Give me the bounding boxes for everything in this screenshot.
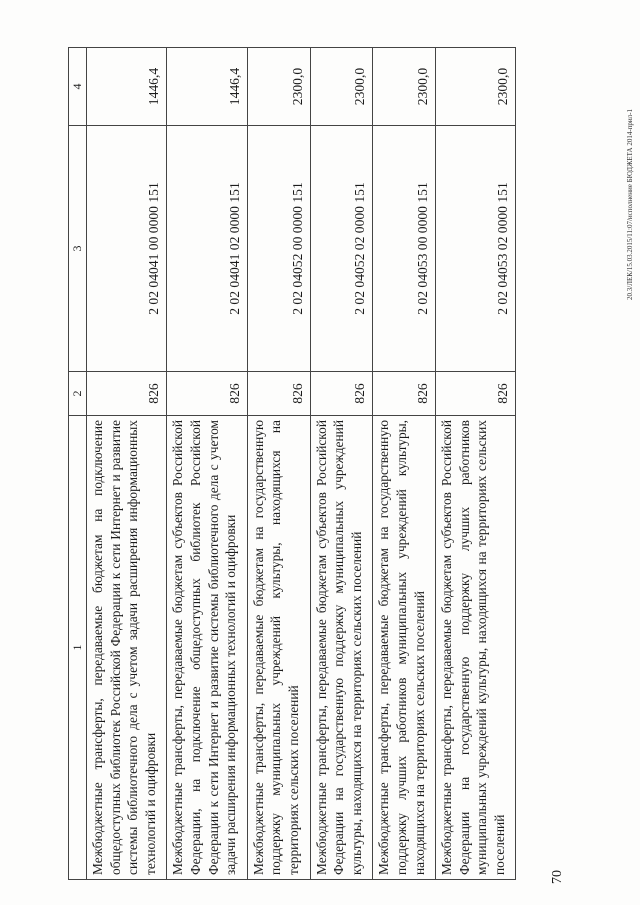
row-description: Межбюджетные трансферты, передаваемые бюджетам субъектов Российской Федерации на государственную поддержку лучших работников муниципальных учреждений культуры, находящихся на территориях сельских поселений [436,416,516,880]
row-description: Межбюджетные трансферты, передаваемые бюджетам на государственную поддержку муниципальных учреждений культуры, находящихся на территориях сельских поселений [247,416,310,880]
table-row [87,48,167,880]
header-col-2: 2 [69,372,87,416]
budget-table [68,47,516,880]
row-budget-code: 2 02 04052 02 0000 151 [310,126,373,372]
table-row [167,48,247,880]
row-budget-code: 2 02 04053 02 0000 151 [436,126,516,372]
table-row [436,48,516,880]
table-row [310,48,373,880]
table-row [247,48,310,880]
table-row [373,48,436,880]
row-budget-code: 2 02 04052 00 0000 151 [247,126,310,372]
row-admin-code: 826 [167,372,247,416]
row-budget-code: 2 02 04041 00 0000 151 [87,126,167,372]
row-amount: 2300,0 [310,48,373,126]
header-col-4: 4 [69,48,87,126]
row-admin-code: 826 [373,372,436,416]
row-description: Межбюджетные трансферты, передаваемые бюджетам на государственную поддержку лучших работников муниципальных учреждений культуры, находящихся на территориях сельских поселений [373,416,436,880]
row-admin-code: 826 [87,372,167,416]
table-header-row [69,48,87,880]
row-admin-code: 826 [436,372,516,416]
row-amount: 1446,4 [87,48,167,126]
page-number: 70 [550,870,565,884]
header-col-1: 1 [69,416,87,880]
row-amount: 1446,4 [167,48,247,126]
row-description: Межбюджетные трансферты, передаваемые бюджетам субъектов Российской Федерации, на подключение общедоступных библиотек Российской Федерации к сети Интернет и развитие системы библиотечного дела с учетом задачи расширения информационных технологий и оцифровки [167,416,247,880]
rotated-content [68,40,588,880]
row-budget-code: 2 02 04053 00 0000 151 [373,126,436,372]
row-amount: 2300,0 [436,48,516,126]
header-col-3: 3 [69,126,87,372]
row-amount: 2300,0 [247,48,310,126]
row-description: Межбюджетные трансферты, передаваемые бюджетам на подключение общедоступных библиотек Российской Федерации к сети Интернет и развитие системы библиотечного дела с учетом задачи расширения информационных технологий и оцифровки [87,416,167,880]
row-admin-code: 826 [247,372,310,416]
row-budget-code: 2 02 04041 02 0000 151 [167,126,247,372]
footer-note: 20.3/ЛЕК/15.03.2015/11:07/исполнение БЮДЖЕТА 2014-прил-1 [626,109,634,300]
row-admin-code: 826 [310,372,373,416]
row-description: Межбюджетные трансферты, передаваемые бюджетам субъектов Российской Федерации на государственную поддержку муниципальных учреждений культуры, находящихся на территориях сельских поселений [310,416,373,880]
row-amount: 2300,0 [373,48,436,126]
